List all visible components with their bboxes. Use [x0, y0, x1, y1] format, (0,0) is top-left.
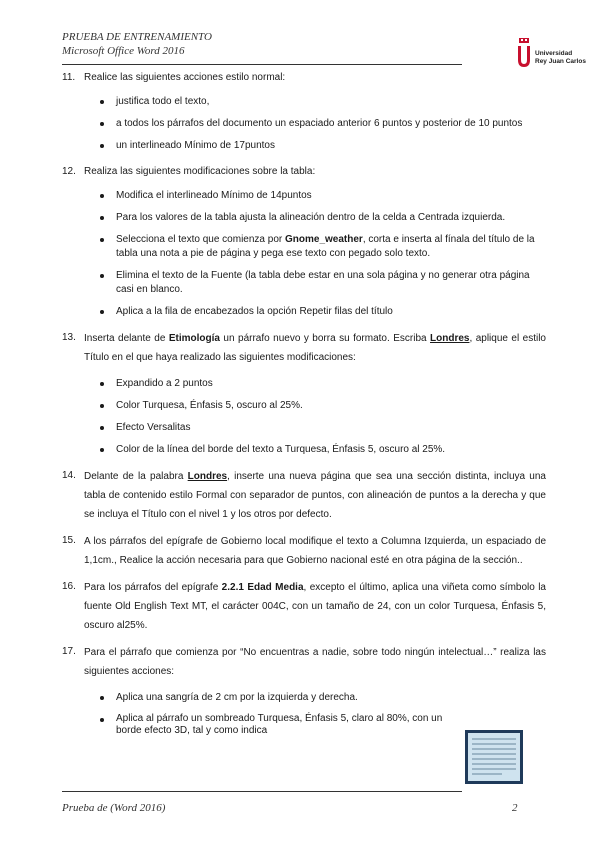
question-14 [62, 469, 546, 524]
keyword-etimologia: Etimología [168, 333, 220, 344]
question-number: 14. [62, 470, 76, 481]
list-item: Elimina el texto de la Fuente (la tabla debe estar en una sola página y no generar otra página casi en blanco. [100, 269, 546, 297]
text-fragment: Delante de la palabra [84, 471, 188, 482]
list-item: Color de la línea del borde del texto a Turquesa, Énfasis 5, oscuro al 25%. [100, 443, 546, 457]
keyword-gnome-weather: Gnome_weather [285, 234, 363, 245]
list-item: Expandido a 2 puntos [100, 377, 546, 391]
header-title: PRUEBA DE ENTRENAMIENTO [62, 31, 212, 43]
question-11 [62, 71, 546, 85]
question-text [84, 329, 546, 367]
university-name-line1: Universidad [535, 50, 573, 57]
university-name-line2: Rey Juan Carlos [535, 58, 586, 65]
question-text: Realice las siguientes acciones estilo normal: [84, 72, 286, 83]
exercise-list [62, 71, 546, 749]
list-item: Aplica al párrafo un sombreado Turquesa, Énfasis 5, claro al 80%, con un borde efecto 3D, tal y como indica [100, 713, 466, 737]
question-text: A los párrafos del epígrafe de Gobierno local modifique el texto a Columna Izquierda, un espaciado de 1,1cm., Realice la acción necesaria para que Gobierno nacional esté en otra página de la sección.. [84, 536, 546, 566]
list-item [100, 233, 546, 261]
question-text [84, 467, 546, 524]
question-number: 16. [62, 581, 76, 592]
question-number: 13. [62, 332, 76, 343]
university-name [535, 50, 586, 66]
university-logo [517, 38, 600, 74]
question-16 [62, 580, 546, 635]
text-fragment: Para los párrafos del epígrafe [84, 582, 222, 593]
text-fragment: un párrafo nuevo y borra su formato. Escriba [219, 333, 431, 344]
list-item-text: Selecciona el texto que comienza por [116, 234, 285, 245]
list-item: Efecto Versalitas [100, 421, 546, 435]
list-item-text: , corta e inserta al fínala del título de la tabla una nota a pie de página y pega ese texto con pegado solo texto. [116, 234, 535, 259]
list-item: Color Turquesa, Énfasis 5, oscuro al 25%. [100, 399, 546, 413]
list-item: Aplica una sangría de 2 cm por la izquierda y derecha. [100, 691, 466, 705]
question-11-bullets [62, 95, 546, 153]
question-12 [62, 165, 546, 179]
list-item: Aplica a la fila de encabezados la opción Repetir filas del título [100, 305, 546, 319]
question-text: Para el párrafo que comienza por “No encuentras a nadie, sobre todo ningún intelectual…” realiza las siguientes acciones: [84, 647, 546, 677]
bordered-paragraph-example-image [462, 727, 526, 787]
page-number: 2 [512, 802, 518, 814]
footer-divider [62, 791, 462, 792]
header-divider [62, 64, 462, 65]
question-13 [62, 331, 546, 367]
text-fragment: , excepto el último, aplica una viñeta como símbolo la fuente Old English Text MT, el carácter 004C, con un tamaño de 24, con un color Turquesa, Énfasis 5, oscuro al25%. [84, 582, 546, 631]
list-item: un interlineado Mínimo de 17puntos [100, 139, 546, 153]
question-number: 17. [62, 646, 76, 657]
question-text [84, 578, 546, 635]
question-13-bullets [62, 377, 546, 457]
list-item: Para los valores de la tabla ajusta la alineación dentro de la celda a Centrada izquierda. [100, 211, 546, 225]
university-logo-icon [517, 38, 531, 68]
question-number: 15. [62, 535, 76, 546]
list-item: a todos los párrafos del documento un espaciado anterior 6 puntos y posterior de 10 puntos [100, 117, 546, 131]
question-17 [62, 645, 546, 681]
question-12-bullets [62, 189, 546, 319]
keyword-edad-media: 2.2.1 Edad Media [221, 582, 304, 593]
text-fragment: Inserta delante de [84, 333, 169, 344]
question-15 [62, 534, 546, 570]
keyword-londres: Londres [187, 471, 228, 482]
list-item: justifica todo el texto, [100, 95, 546, 109]
page-header [62, 30, 586, 66]
question-number: 12. [62, 166, 76, 177]
text-fragment: , inserte una nueva página que sea una sección distinta, incluya una tabla de contenido estilo Formal con separador de puntos, con alineación de puntos a la derecha y que se incluya el Título con el nivel 1 y los otros por defecto. [84, 471, 546, 520]
question-number: 11. [62, 72, 76, 83]
footer-title: Prueba de (Word 2016) [62, 802, 166, 814]
keyword-londres: Londres [430, 333, 470, 344]
question-text: Realiza las siguientes modificaciones sobre la tabla: [84, 166, 316, 177]
list-item: Modifica el interlineado Mínimo de 14puntos [100, 189, 546, 203]
header-subtitle: Microsoft Office Word 2016 [62, 45, 185, 57]
text-fragment: , aplique el estilo Título en el que haya realizado las siguientes modificaciones: [84, 333, 546, 363]
